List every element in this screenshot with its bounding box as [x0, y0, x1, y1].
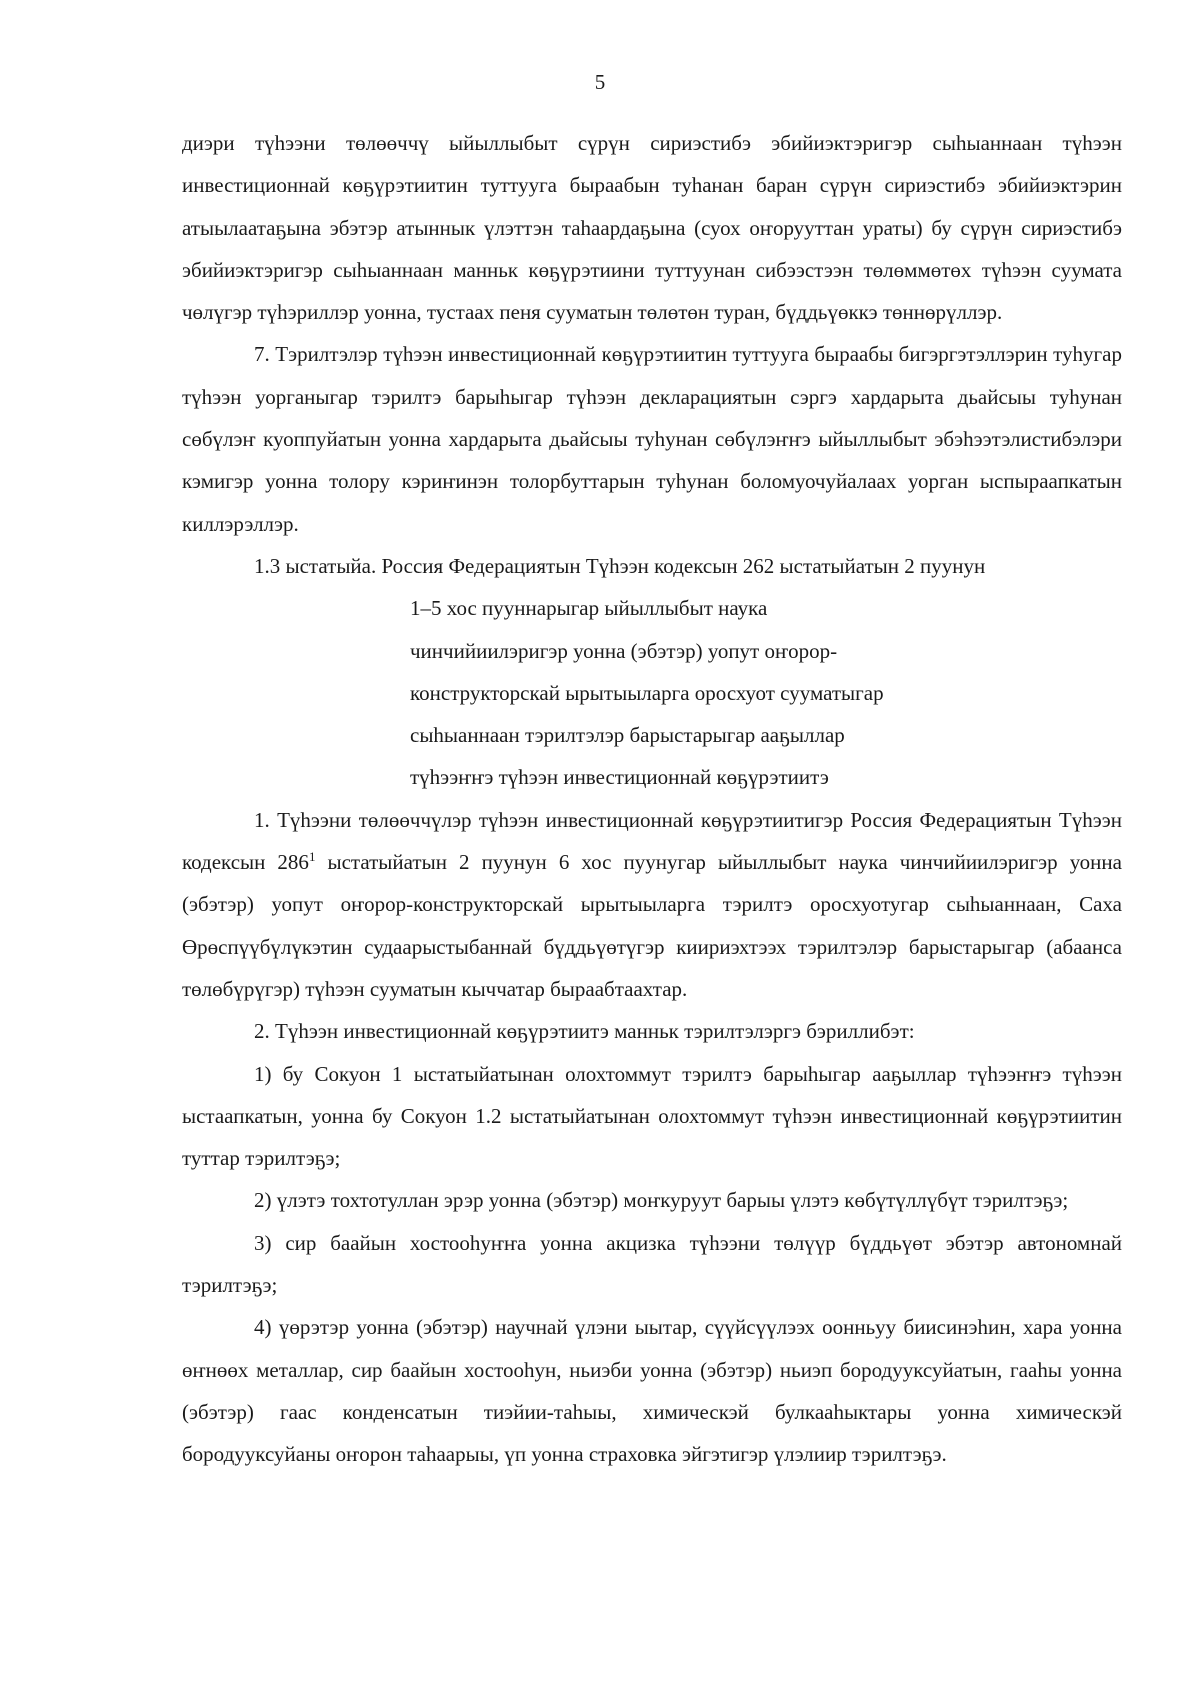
paragraph-item-1: [182, 799, 1122, 1010]
paragraph-item-2: 2. Түһээн инвестиционнай көҕүрэтиитэ манньк тэрилтэлэргэ бэриллибэт:: [254, 1019, 915, 1044]
article-heading-continuation: 1–5 хос пууннарыгар ыйыллыбыт наука чинчийиилэригэр уонна (эбэтэр) уопут оҥорор-конструкторскай ырытыыларга оросхуот сууматыгар сыһыаннаан тэрилтэлэр барыстарыгар ааҕыллар түһээҥҥэ түһээн инвестиционнай көҕүрэтиитэ: [410, 596, 884, 790]
page-number: 5: [594, 70, 606, 94]
document-body: [182, 122, 1122, 1476]
list-item-2: 2) үлэтэ тохтотуллан эрэр уонна (эбэтэр) моҥкуруут барыы үлэтэ көбүтүллүбүт тэрилтэҕэ;: [254, 1188, 1069, 1213]
superscript: 1: [308, 849, 316, 865]
article-heading: 1.3 ыстатыйа. Россия Федерациятын Түһээн кодексын 262 ыстатыйатын 2 пуунун: [254, 553, 986, 578]
paragraph-continuation: диэри түһээни төлөөччү ыйыллыбыт сүрүн сириэстибэ эбийиэктэригэр сыһыаннаан түһээн инвестиционнай көҕүрэтиитин туттууга быраабын туһанан баран сүрүн сириэстибэ эбийиэктэрин атыылаатаҕына эбэтэр атыннык үлэттэн таһаардаҕына (суох оҥорууттан ураты) бу сүрүн сириэстибэ эбийиэктэригэр сыһыаннаан манньк көҕүрэтиини туттуунан сибээстээн төлөммөтөх түһээн суумата чөлүгэр түһэриллэр уонна, тустаах пеня сууматын төлөтөн туран, бүддьүөккэ төннөрүллэр.: [182, 131, 1122, 325]
paragraph-item-1-text-rest: ыстатыйатын 2 пуунун 6 хос пуунугар ыйыллыбыт наука чинчийиилэригэр уонна (эбэтэр) уопут оҥорор-конструкторскай ырытыыларга тэрилтэ оросхуотугар сыһыаннаан, Саха Өрөспүүбүлүкэтин судаарыстыбаннай бүддьүөтүгэр киириэхтээх тэрилтэлэр барыстарыгар (абаанса төлөбүрүгэр) түһээн сууматын кыччатар быраабтаахтар.: [182, 850, 1122, 1001]
list-item-3: 3) сир баайын хостооһуҥҥа уонна акцизка түһээни төлүүр бүддьүөт эбэтэр автономнай тэрилтэҕэ;: [182, 1230, 1122, 1298]
list-item-4: 4) үөрэтэр уонна (эбэтэр) научнай үлэни ыытар, сүүйсүүлээх оонньуу биисинэһин, хара уонна өҥнөөх металлар, сир баайын хостооһун, ньиэби уонна (эбэтэр) ньиэп бородууксуйатын, гааһы уонна (эбэтэр) гаас конденсатын тиэйии-таһыы, химическэй булкааһыктары уонна химическэй бородууксуйаны оҥорон таһаарыы, үп уонна страховка эйгэтигэр үлэлиир тэрилтэҕэ.: [182, 1315, 1122, 1467]
list-item-1: 1) бу Сокуон 1 ыстатыйатынан олохтоммут тэрилтэ барыһыгар ааҕыллар түһээҥҥэ түһээн ыстаапкатын, уонна бу Сокуон 1.2 ыстатыйатынан олохтоммут түһээн инвестиционнай көҕүрэтиитин туттар тэрилтэҕэ;: [182, 1061, 1122, 1171]
paragraph-item-1-text: 1. Түһээни төлөөччүлэр түһээн инвестиционнай көҕүрэтиитигэр Россия Федерациятын Түһээн кодексын 286: [182, 807, 1122, 875]
paragraph-item-7: 7. Тэрилтэлэр түһээн инвестиционнай көҕүрэтиитин туттууга быраабы бигэргэтэллэрин туһугар түһээн уорганыгар тэрилтэ барыһыгар түһээн декларациятын сэргэ хардарыта дьайсыы туһунан сөбүлэҥ куоппуйатын уонна хардарыта дьайсыы туһунан сөбүлэҥҥэ ыйыллыбыт эбэһээтэлистибэлэри кэмигэр уонна толору кэриҥинэн толорбуттарын туһунан боломуочуйалаах уорган ыспыраапкатын киллэрэллэр.: [182, 342, 1122, 536]
